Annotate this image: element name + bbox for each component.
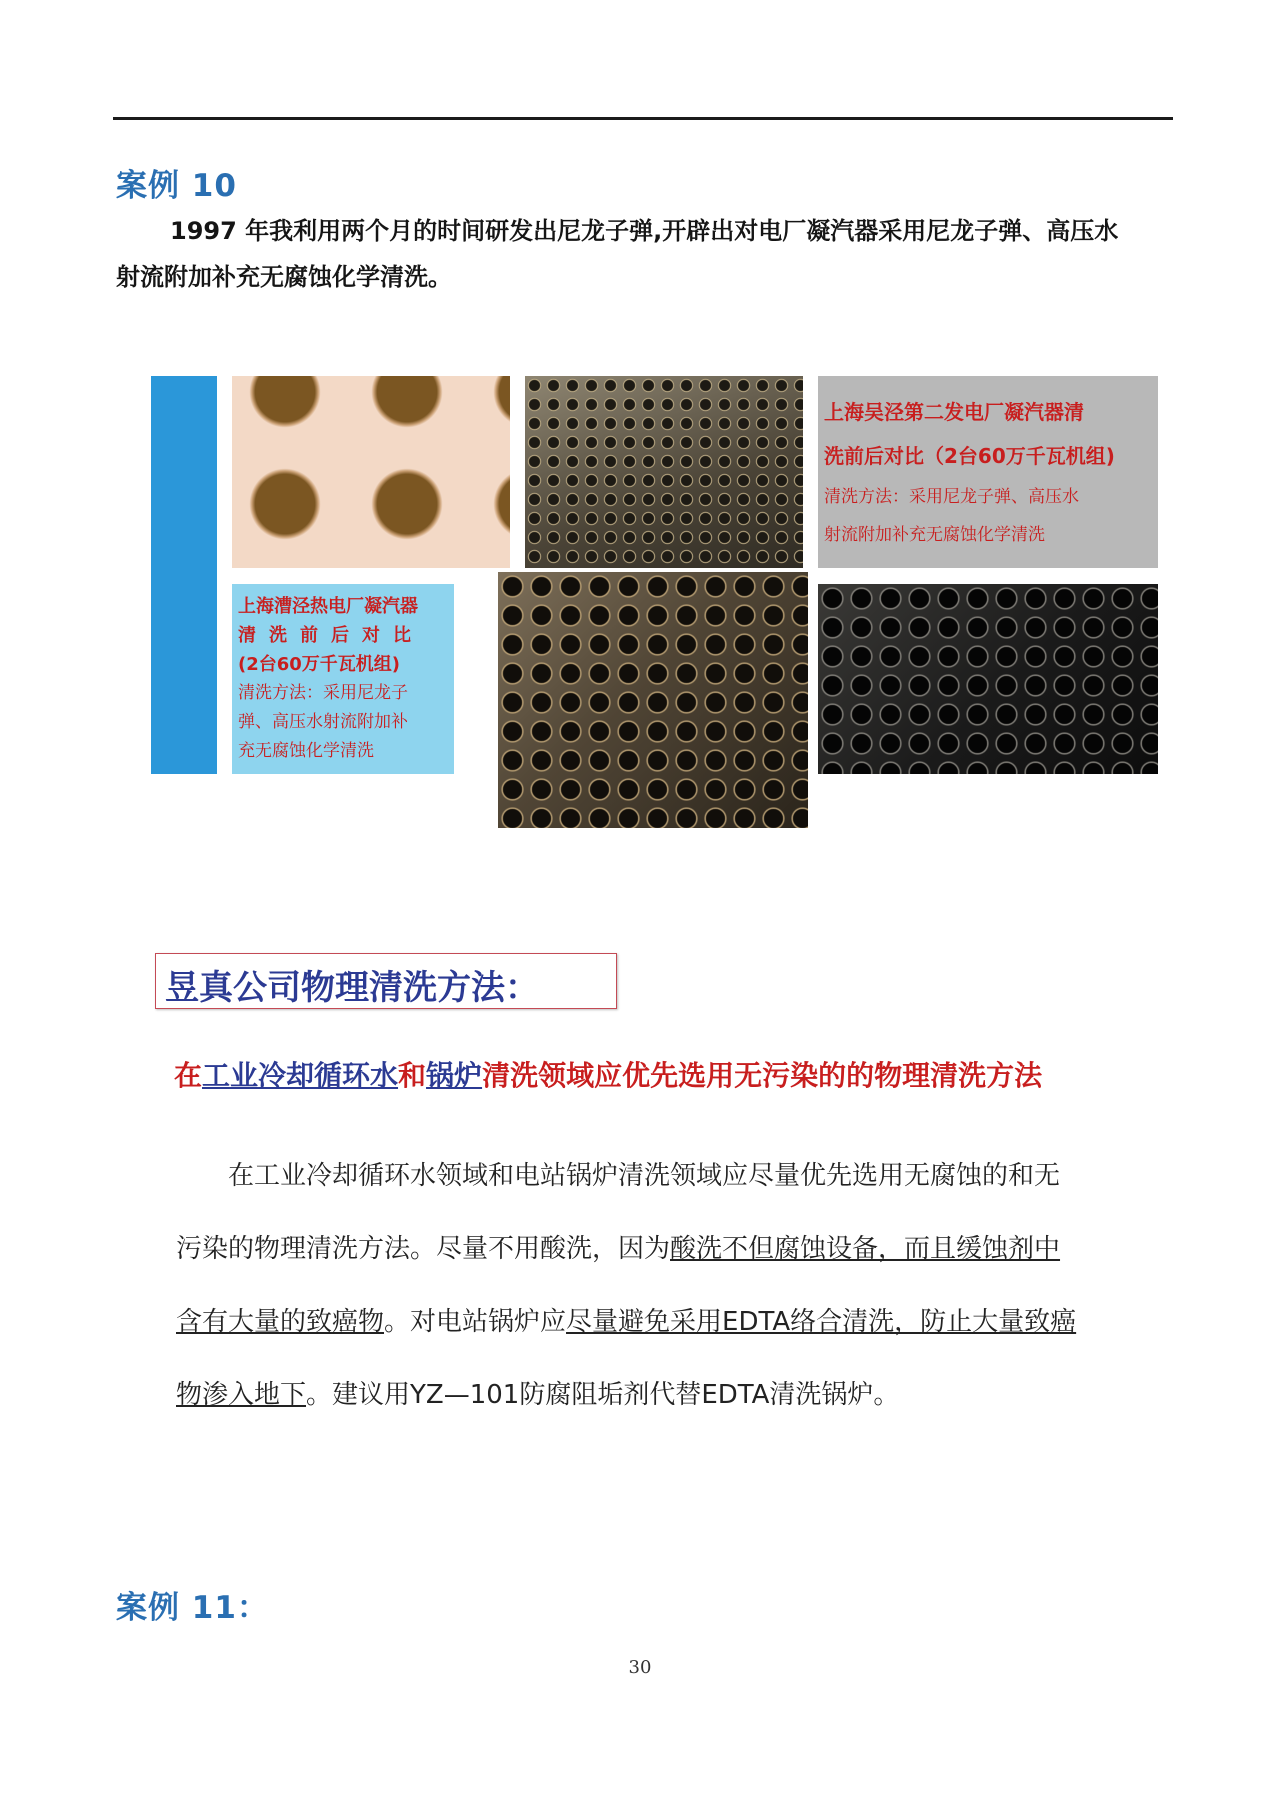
- red-subheading-conj: 和: [398, 1059, 427, 1092]
- paragraph-text: 。建议用YZ—101防腐阻垢剂代替EDTA清洗锅炉。: [306, 1380, 900, 1410]
- caption-title-line: 上海漕泾热电厂凝汽器: [238, 596, 418, 617]
- paragraph-line-4: [176, 1359, 1186, 1432]
- caption-title-line: 清洗前后对比: [238, 625, 424, 646]
- red-subheading: [174, 1054, 1042, 1094]
- paragraph-underlined: 含有大量的致癌物: [176, 1307, 385, 1337]
- paragraph-underlined: 尽量避免采用EDTA络合清洗，防止大量致癌: [566, 1307, 1077, 1337]
- caption-method-line: 清洗方法：采用尼龙子: [238, 683, 408, 703]
- caption-method-line: 充无腐蚀化学清洗: [238, 741, 374, 761]
- red-subheading-term-boiler: 锅炉: [426, 1059, 483, 1092]
- photo-condenser-tube-sheet-dirty: [498, 572, 808, 828]
- paragraph-line-2: [176, 1213, 1186, 1286]
- photo-condenser-tube-sheet-before: [525, 376, 803, 568]
- section-heading-box: [155, 953, 617, 1009]
- red-subheading-lead: 在: [174, 1059, 203, 1092]
- case-10-intro: [116, 208, 1176, 300]
- top-divider: [113, 117, 1173, 120]
- paragraph-text: 污染的物理清洗方法。尽量不用酸洗，因为: [176, 1234, 671, 1264]
- case-10-title: 案例 10: [116, 168, 237, 204]
- section-heading: 昱真公司物理清洗方法：: [165, 968, 539, 1008]
- photo-condenser-tube-sheet-after: [818, 584, 1158, 774]
- paragraph-underlined: 酸洗不但腐蚀设备，而且缓蚀剂中: [670, 1234, 1061, 1264]
- body-paragraph: [176, 1140, 1186, 1432]
- page-number: 30: [628, 1657, 652, 1678]
- caption-method-line: 清洗方法：采用尼龙子弹、高压水: [824, 487, 1079, 507]
- red-subheading-term-cooling-water: 工业冷却循环水: [202, 1059, 399, 1092]
- paragraph-line-1: 在工业冷却循环水领域和电站锅炉清洗领域应尽量优先选用无腐蚀的和无: [228, 1161, 1061, 1191]
- caption-title-line: 洗前后对比（2台60万千瓦机组): [824, 444, 1115, 468]
- paragraph-text: 。对电站锅炉应: [384, 1307, 567, 1337]
- case-11-title: 案例 11：: [116, 1590, 269, 1626]
- paragraph-underlined: 物渗入地下: [176, 1380, 307, 1410]
- caption-method-line: 弹、高压水射流附加补: [238, 712, 408, 732]
- caption-title-line: 上海吴泾第二发电厂凝汽器清: [824, 400, 1084, 424]
- caption-title-line: (2台60万千瓦机组): [238, 654, 401, 675]
- caption-method-line: 射流附加补充无腐蚀化学清洗: [824, 525, 1045, 545]
- intro-line-1: 1997 年我利用两个月的时间研发出尼龙子弹,开辟出对电厂凝汽器采用尼龙子弹、高压水: [170, 217, 1119, 245]
- decorative-blue-bar: [151, 376, 217, 774]
- caption-caojing-plant: [232, 584, 454, 774]
- paragraph-line-3: [176, 1286, 1186, 1359]
- intro-line-2: 射流附加补充无腐蚀化学清洗。: [116, 263, 452, 291]
- caption-wujing-plant: [818, 376, 1158, 568]
- red-subheading-rest: 清洗领域应优先选用无污染的的物理清洗方法: [482, 1059, 1043, 1092]
- photo-tube-holes-closeup: [232, 376, 510, 568]
